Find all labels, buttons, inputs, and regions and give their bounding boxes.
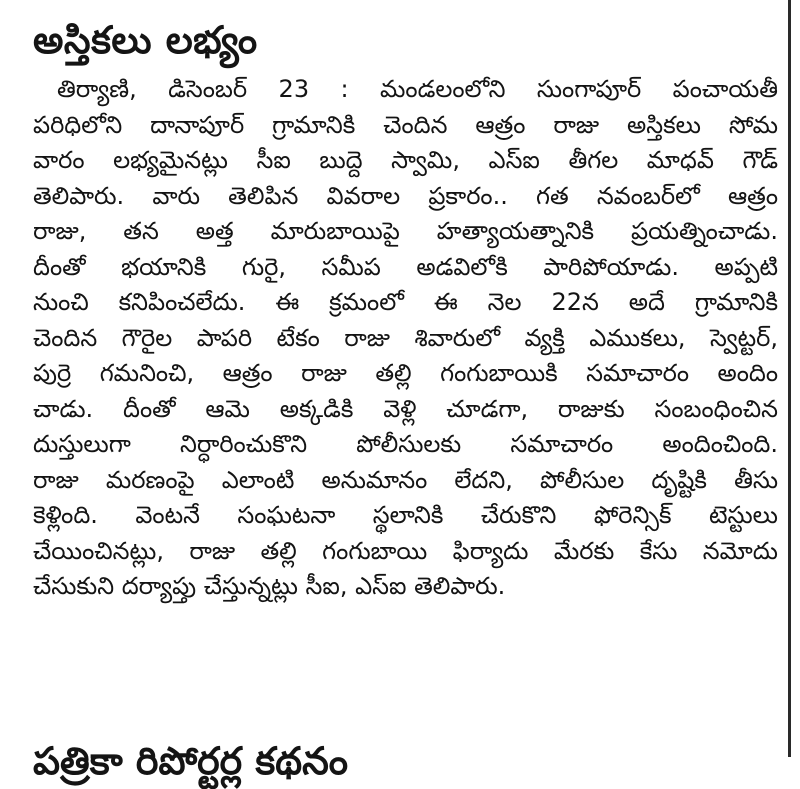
article-body — [33, 72, 778, 605]
article-line: చెందిన గౌరైల పాపరి టేకం రాజు శివారులో వ్యక్తి ఎముకలు, స్వెట్టర్, — [33, 323, 778, 352]
column-divider — [788, 0, 791, 757]
article-line: చేసుకుని దర్యాప్తు చేస్తున్నట్లు సీఐ, ఎస్ఐ తెలిపారు. — [33, 572, 506, 600]
article-line: రాజు, తన అత్త మారుబాయిపై హత్యాయత్నానికి ప్రయత్నించాడు. — [33, 217, 778, 245]
article-line: తెలిపారు. వారు తెలిపిన వివరాల ప్రకారం.. గత నవంబర్‌లో ఆత్రం — [33, 181, 778, 210]
next-article-headline-cropped: పత్రికా రిపోర్టర్ల కథనం — [33, 739, 349, 783]
article-line: పుర్రె గమనించి, ఆత్రం రాజు తల్లి గంగుబాయికి సమాచారం అందిం — [33, 359, 778, 387]
article-headline: అస్తికలు లభ్యం — [33, 18, 258, 62]
article-line: చాడు. దీంతో ఆమె అక్కడికి వెళ్లి చూడగా, రాజుకు సంబంధించిన — [33, 394, 778, 423]
article-line: రాజు మరణంపై ఎలాంటి అనుమానం లేదని, పోలీసుల దృష్టికి తీసు — [33, 465, 778, 494]
article-line: దుస్తులుగా నిర్ధారించుకొని పోలీసులకు సమాచారం అందించింది. — [33, 430, 778, 458]
article-line: నుంచి కనిపించలేదు. ఈ క్రమంలో ఈ నెల 22న అదే గ్రామానికి — [33, 288, 778, 316]
article-line: కెళ్లింది. వెంటనే సంఘటనా స్థలానికి చేరుకొని ఫోరెన్సిక్ టెస్టులు — [33, 501, 778, 529]
article-line: దీంతో భయానికి గురై, సమీప అడవిలోకి పారిపోయాడు. అప్పటి — [33, 252, 778, 281]
article-line: పరిధిలోని దానాపూర్ గ్రామానికి చెందిన ఆత్రం రాజు అస్తికలు సోమ — [33, 110, 778, 139]
article-line: తిర్యాణి, డిసెంబర్ 23 : మండలంలోని సుంగాపూర్ పంచాయతీ — [57, 75, 778, 103]
article-line: చేయించినట్లు, రాజు తల్లి గంగుబాయి ఫిర్యాదు మేరకు కేసు నమోదు — [33, 536, 778, 565]
news-article — [33, 12, 778, 605]
article-line: వారం లభ్యమైనట్లు సీఐ బుద్దె స్వామి, ఎస్ఐ తీగల మాధవ్ గౌడ్ — [33, 146, 778, 174]
